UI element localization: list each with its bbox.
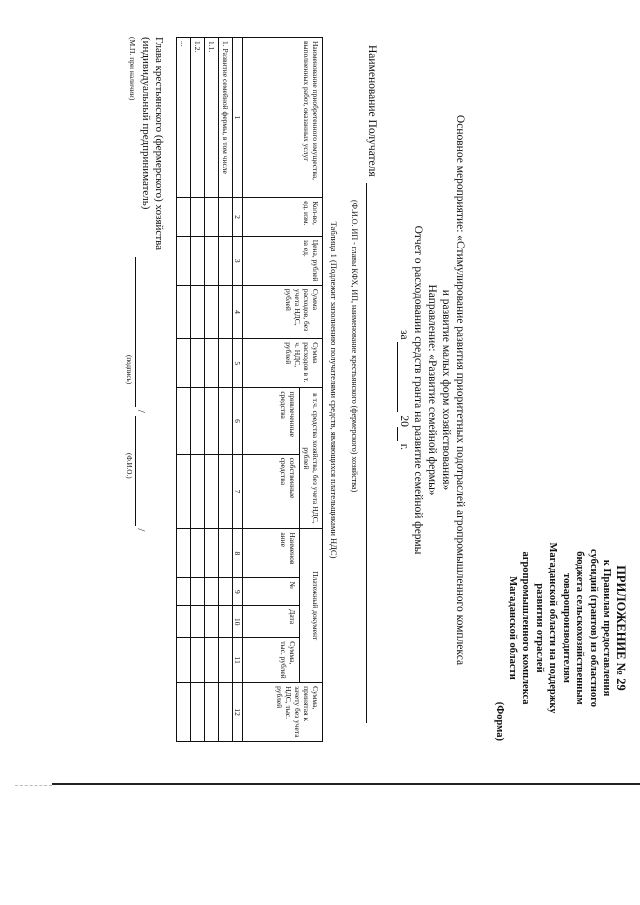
period-blank[interactable] [397,342,409,412]
appendix-title: ПРИЛОЖЕНИЕ № 29 [614,565,628,691]
appendix-block [506,513,628,743]
form-label: (Форма) [494,701,505,741]
header-cell: собственные средства [243,454,300,529]
signature-lines: / / [135,257,147,531]
appendix-line: агропромышленного комплекса [520,551,532,705]
expense-table [176,37,323,742]
header-cell: № [243,578,300,606]
measure-line: Основное мероприятие: «Стимулирование развития приоритетных подотраслей агропромышленного комплекса [454,114,466,666]
table-row [177,38,191,742]
recipient-label: Наименование Получателя [366,45,378,177]
header-cell: в т.ч. средства хозяйства, без учета НДС, рублей [300,388,323,529]
direction: Направление: «Развитие семейной фермы» [426,284,438,496]
table-caption: Таблица 1 (Подлежит заполнению получателями средств, являющихся плательщиками НДС) [329,221,339,559]
appendix-line: к Правилам предоставления [601,559,613,697]
header-cell: Сумма расходов, без учета НДС, рублей [243,285,323,338]
report-title: Отчет о расходовании средств гранта на развитие семейной фермы [412,225,424,555]
header-cell: Сумма расходов в т. ч. НДС, рублей [243,339,323,388]
header-cell: Дата [243,606,300,638]
header-cell: Сумма, принятая к зачету без учета НДС, тыс. рублей [243,683,323,742]
appendix-line: субсидий (грантов) из областного [588,549,599,707]
recipient-row [366,45,379,735]
row-label: 1.2. [191,38,205,198]
row-label: 1.1. [205,38,219,198]
header-cell: Наименование приобретенного имущества, выполненных работ, оказанных услуг [243,38,323,198]
header-block [397,25,467,755]
report-period: за 20 г. [398,329,410,451]
caption-name: (Ф.И.О.) [125,453,133,479]
signature-title: Глава крестьянского (фермерского) хозяйства [153,37,165,251]
row-label: ... [177,38,191,198]
table-row [205,38,219,742]
signature-field[interactable] [135,257,147,407]
row-label: 1. Развитие семейной фермы, в том числе [219,38,233,198]
recipient-caption: (Ф.И.О. ИП - главы КФХ, ИП, наименование крестьянского (фермерского) хозяйства) [350,200,359,493]
appendix-line: Магаданской области на поддержку [547,542,559,714]
appendix-line: развития отраслей [534,583,545,673]
header-cell: Сумма, тыс. рублей [243,638,300,683]
table-row [191,38,205,742]
recipient-field[interactable] [366,183,379,723]
column-number-row: 1 2 3 4 5 6 7 8 9 10 11 12 [233,38,243,742]
appendix-line: товаропроизводителям [561,573,572,683]
header-cell: Платежный документ [300,529,323,683]
header-cell: Наименов ание [243,529,300,578]
caption-sign: (подпись) [125,355,133,385]
stamp-note: (М.П. при наличии) [128,37,137,101]
page-edge-line [52,783,640,785]
appendix-line: Магаданской области [507,576,518,680]
measure-line: и развитие малых форм хозяйствования» [440,289,452,491]
signature-title: (индивидуальный предприниматель) [140,37,152,210]
year-blank[interactable] [397,427,409,441]
header-cell: Кол-во, ед. изм. [243,198,323,236]
appendix-line: бюджета сельскохозяйственным [574,551,586,705]
header-cell: привлеченные средства [243,388,300,454]
page-edge-dashes [15,785,52,786]
rotated-page [125,25,635,755]
table-row [219,38,233,742]
name-field[interactable] [135,416,147,526]
header-cell: Цена, рублей за ед. [243,236,323,285]
